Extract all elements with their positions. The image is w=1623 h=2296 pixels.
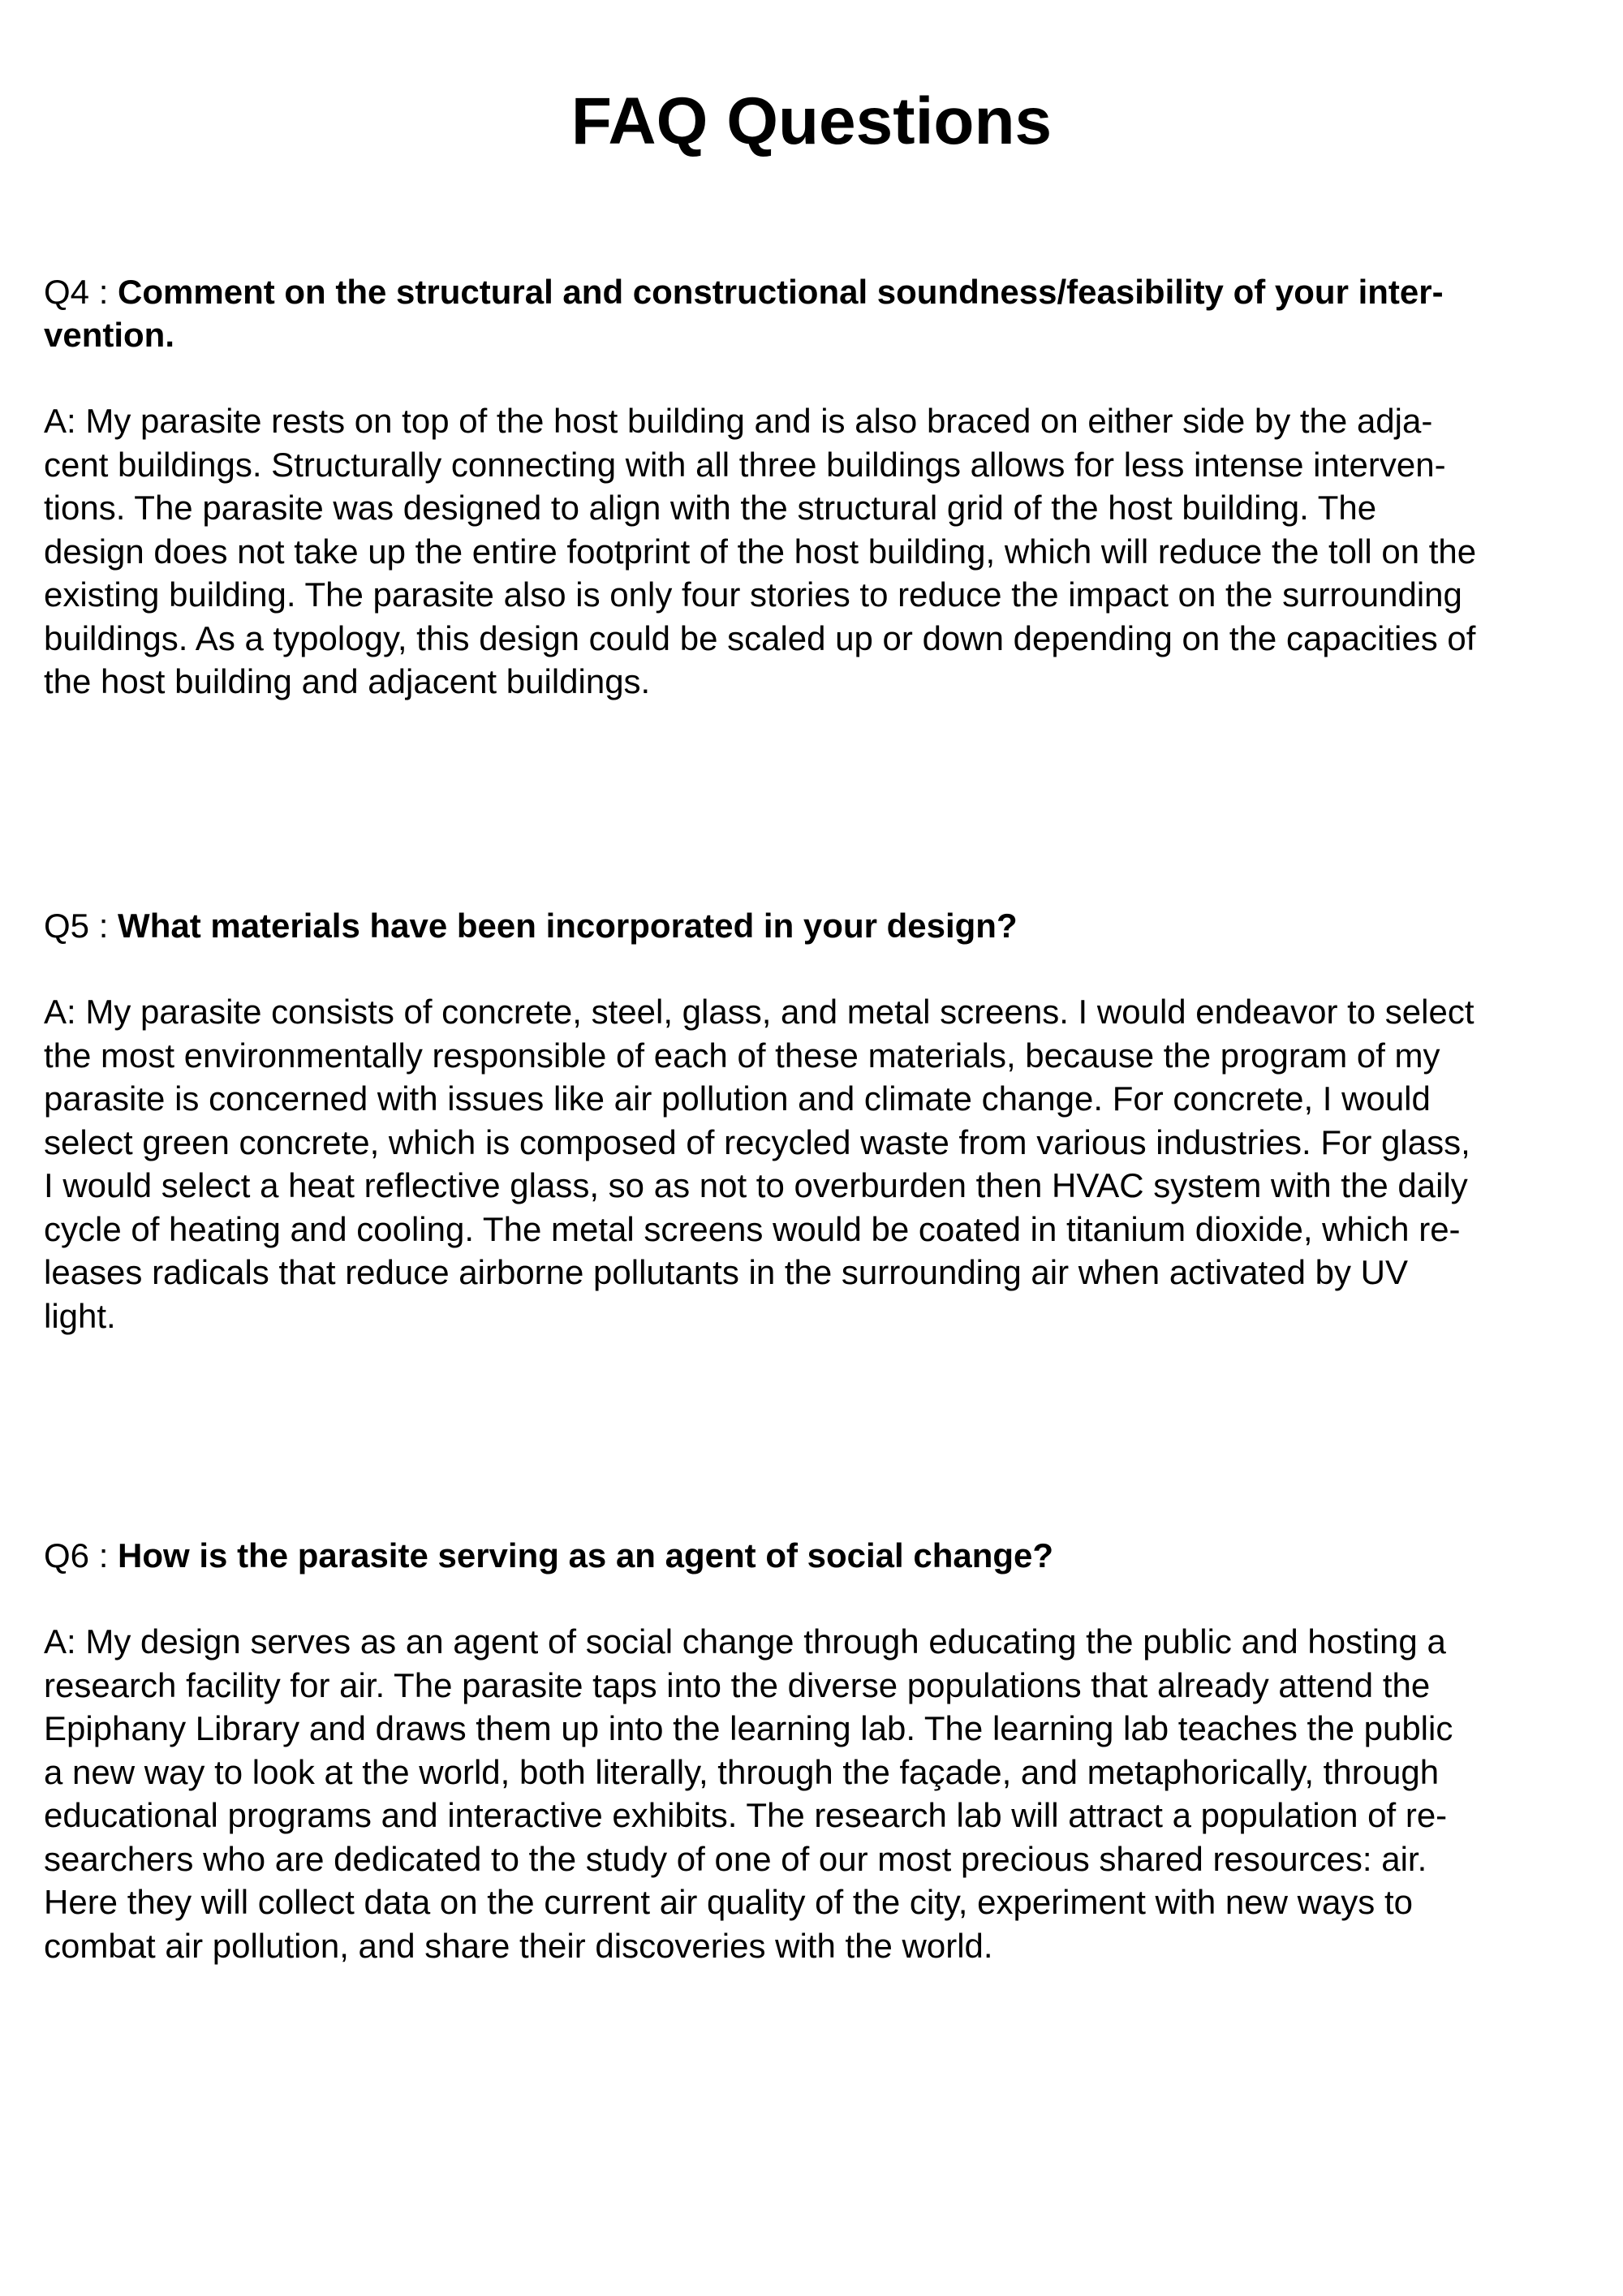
- answer-line: cycle of heating and cooling. The metal screens would be coated in titanium dioxide, which re-: [44, 1209, 1461, 1248]
- answer-q4: [44, 399, 1586, 704]
- answer-line: light.: [44, 1296, 116, 1335]
- answer-line: cent buildings. Structurally connecting with all three buildings allows for less intense interven-: [44, 445, 1446, 484]
- answer-line: the host building and adjacent buildings.: [44, 662, 651, 700]
- answer-q5: [44, 990, 1586, 1338]
- answer-line: educational programs and interactive exhibits. The research lab will attract a population of re-: [44, 1796, 1448, 1834]
- answer-line: leases radicals that reduce airborne pollutants in the surrounding air when activated by UV: [44, 1253, 1408, 1291]
- question-number: Q4 :: [44, 273, 118, 311]
- answer-line: research facility for air. The parasite taps into the diverse populations that already attend the: [44, 1665, 1431, 1704]
- question-text-line: vention.: [44, 316, 175, 354]
- answer-line: select green concrete, which is composed of recycled waste from various industries. For glass,: [44, 1122, 1470, 1161]
- answer-line: combat air pollution, and share their discoveries with the world.: [44, 1926, 993, 1965]
- question-text-line: Comment on the structural and constructional soundness/feasibility of your inter-: [118, 273, 1444, 311]
- question-q6: [44, 1534, 1586, 1577]
- answer-q6: [44, 1620, 1586, 1967]
- faq-item-q4: [44, 270, 1586, 704]
- answer-line: existing building. The parasite also is only four stories to reduce the impact on the surrounding: [44, 575, 1462, 614]
- question-number: Q5 :: [44, 907, 118, 945]
- answer-line: A: My design serves as an agent of social change through educating the public and hosting a: [44, 1622, 1446, 1661]
- answer-line: a new way to look at the world, both literally, through the façade, and metaphorically, through: [44, 1752, 1440, 1791]
- answer-line: tions. The parasite was designed to align with the structural grid of the host building. The: [44, 489, 1377, 527]
- answer-line: searchers who are dedicated to the study of one of our most precious shared resources: air.: [44, 1839, 1427, 1878]
- answer-line: the most environmentally responsible of each of these materials, because the program of my: [44, 1036, 1440, 1075]
- question-q4: [44, 270, 1586, 356]
- answer-line: A: My parasite consists of concrete, steel, glass, and metal screens. I would endeavor to select: [44, 993, 1474, 1031]
- question-text-line: How is the parasite serving as an agent of social change?: [118, 1536, 1054, 1574]
- question-q5: [44, 904, 1586, 947]
- question-number: Q6 :: [44, 1536, 118, 1574]
- question-text-line: What materials have been incorporated in your design?: [118, 907, 1018, 945]
- answer-line: Here they will collect data on the current air quality of the city, experiment with new ways to: [44, 1883, 1413, 1921]
- answer-line: A: My parasite rests on top of the host building and is also braced on either side by the adja-: [44, 402, 1433, 440]
- answer-line: Epiphany Library and draws them up into the learning lab. The learning lab teaches the public: [44, 1709, 1453, 1747]
- answer-line: parasite is concerned with issues like air pollution and climate change. For concrete, I would: [44, 1079, 1431, 1118]
- faq-item-q5: [44, 904, 1586, 1338]
- page-title: FAQ Questions: [570, 84, 1053, 158]
- answer-line: I would select a heat reflective glass, so as not to overburden then HVAC system with the daily: [44, 1166, 1468, 1204]
- faq-item-q6: [44, 1534, 1586, 1967]
- answer-line: buildings. As a typology, this design could be scaled up or down depending on the capacities of: [44, 618, 1476, 657]
- answer-line: design does not take up the entire footprint of the host building, which will reduce the toll on the: [44, 532, 1477, 571]
